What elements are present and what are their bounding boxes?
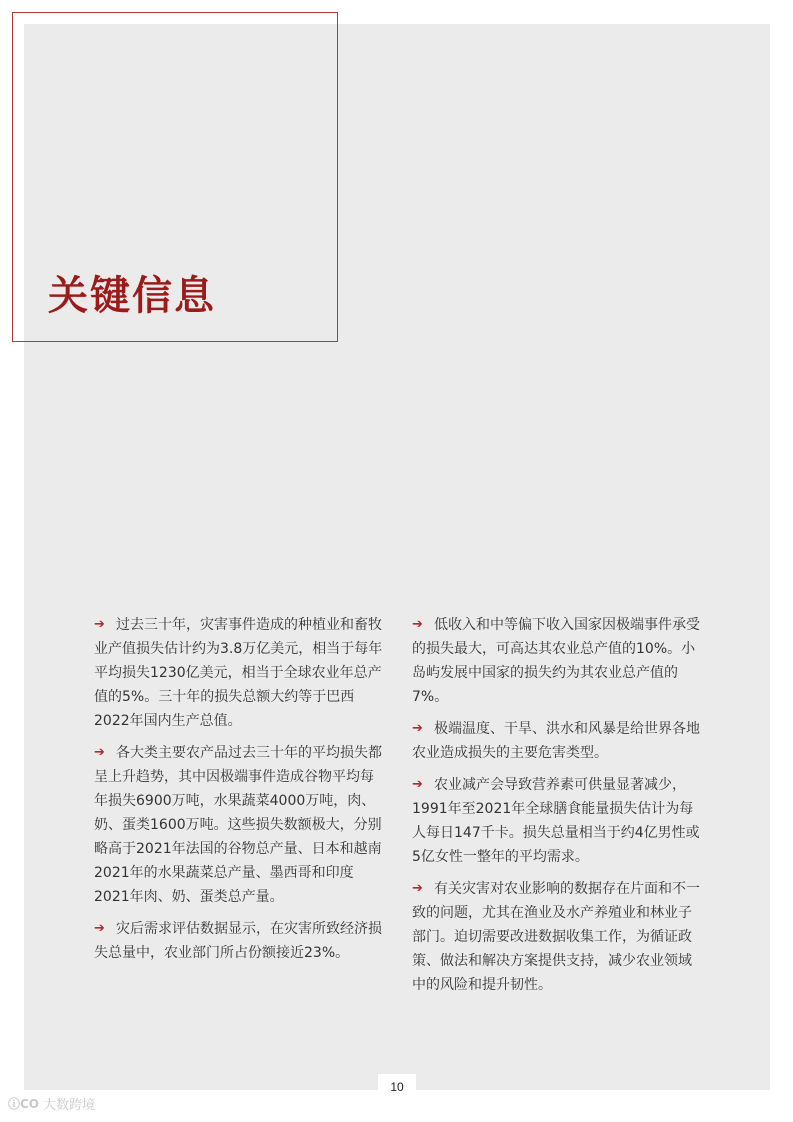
watermark-text: 大数跨境 xyxy=(43,1098,96,1113)
list-item: ➔ 低收入和中等偏下收入国家因极端事件承受的损失最大，可高达其农业总产值的10%。小岛屿发展中国家的损失约为其农业总产值的7%。 xyxy=(412,613,704,709)
watermark xyxy=(8,1094,95,1113)
arrow-right-icon: ➔ xyxy=(412,617,423,632)
list-item: ➔ 极端温度、干旱、洪水和风暴是给世界各地农业造成损失的主要危害类型。 xyxy=(412,717,704,765)
right-column xyxy=(412,613,704,1005)
list-item: ➔ 灾后需求评估数据显示，在灾害所致经济损失总量中，农业部门所占份额接近23%。 xyxy=(94,917,386,965)
list-item: ➔ 各大类主要农产品过去三十年的平均损失都呈上升趋势，其中因极端事件造成谷物平均每年损失6900万吨，水果蔬菜4000万吨，肉、奶、蛋类1600万吨。这些损失数额极大，分别略高于2021年法国的谷物总产量、日本和越南2021年的水果蔬菜总产量、墨西哥和印度2021年肉、奶、蛋类总产量。 xyxy=(94,741,386,909)
arrow-right-icon: ➔ xyxy=(412,881,423,896)
page-title: 关键信息 xyxy=(48,273,216,319)
watermark-logo: ⓘCO xyxy=(8,1097,40,1111)
arrow-right-icon: ➔ xyxy=(94,745,105,760)
left-column xyxy=(94,613,386,973)
list-item: ➔ 过去三十年，灾害事件造成的种植业和畜牧业产值损失估计约为3.8万亿美元，相当于每年平均损失1230亿美元，相当于全球农业年总产值的5%。三十年的损失总额大约等于巴西2022年国内生产总值。 xyxy=(94,613,386,733)
list-item: ➔ 农业减产会导致营养素可供量显著减少，1991年至2021年全球膳食能量损失估计为每人每日147千卡。损失总量相当于约4亿男性或5亿女性一整年的平均需求。 xyxy=(412,773,704,869)
list-item: ➔ 有关灾害对农业影响的数据存在片面和不一致的问题，尤其在渔业及水产养殖业和林业子部门。迫切需要改进数据收集工作，为循证政策、做法和解决方案提供支持，减少农业领域中的风险和提升韧性。 xyxy=(412,877,704,997)
page-number: 10 xyxy=(378,1074,416,1100)
arrow-right-icon: ➔ xyxy=(412,777,423,792)
arrow-right-icon: ➔ xyxy=(412,721,423,736)
arrow-right-icon: ➔ xyxy=(94,617,105,632)
arrow-right-icon: ➔ xyxy=(94,921,105,936)
